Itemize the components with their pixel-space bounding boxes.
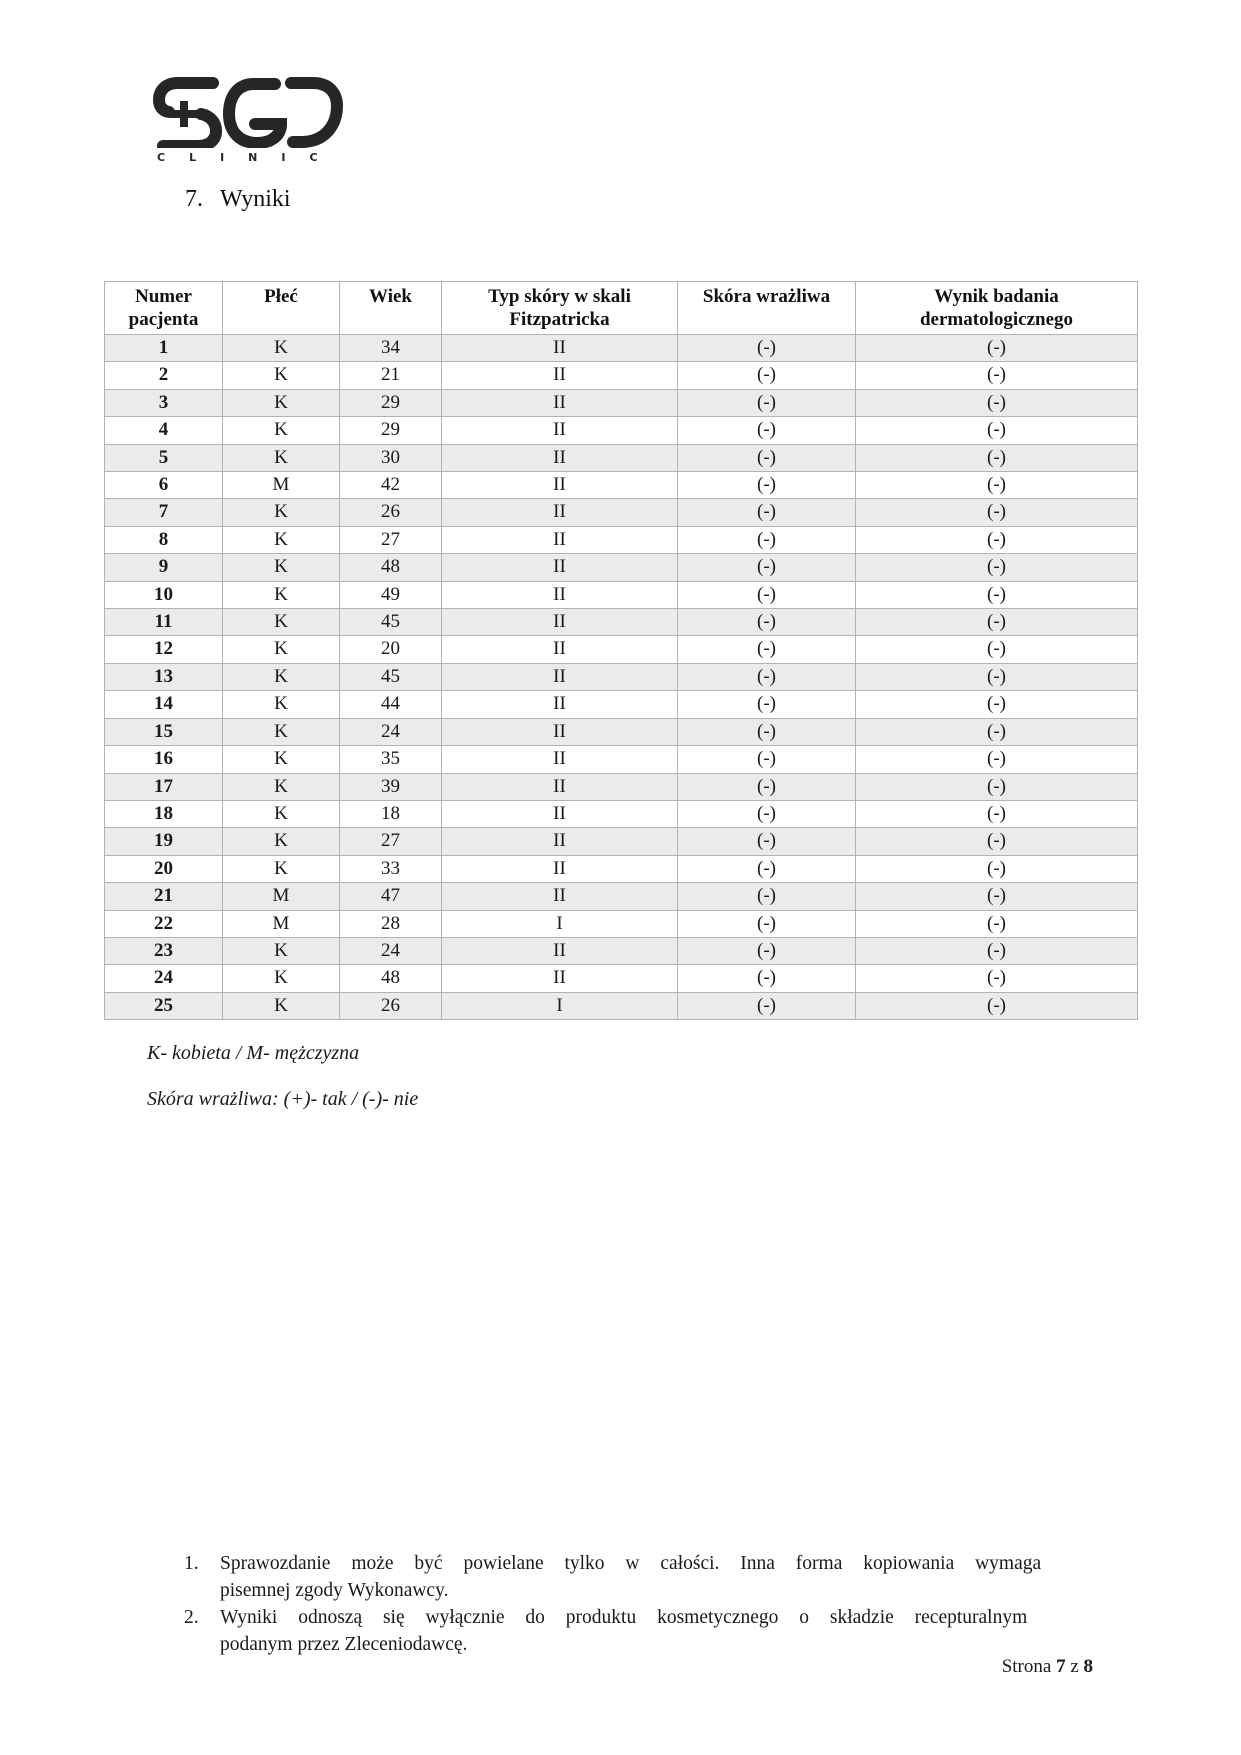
table-cell: (-) <box>678 746 856 773</box>
table-cell: II <box>442 746 678 773</box>
table-cell: (-) <box>856 965 1138 992</box>
table-cell: II <box>442 389 678 416</box>
table-cell: II <box>442 417 678 444</box>
table-cell: K <box>223 773 340 800</box>
table-cell: K <box>223 526 340 553</box>
table-cell: (-) <box>856 636 1138 663</box>
table-cell: II <box>442 472 678 499</box>
table-cell: K <box>223 362 340 389</box>
table-cell: II <box>442 965 678 992</box>
legend-sensitive-skin: Skóra wrażliwa: (+)- tak / (-)- nie <box>147 1088 419 1110</box>
table-cell: K <box>223 965 340 992</box>
table-row <box>105 444 1138 471</box>
table-cell: 45 <box>340 663 442 690</box>
page-footer <box>0 1656 1093 1678</box>
table-cell: 47 <box>340 883 442 910</box>
table-cell: M <box>223 910 340 937</box>
table-cell: 10 <box>105 581 223 608</box>
table-cell: (-) <box>678 581 856 608</box>
table-cell: 4 <box>105 417 223 444</box>
table-cell: (-) <box>856 937 1138 964</box>
table-cell: 12 <box>105 636 223 663</box>
table-cell: K <box>223 828 340 855</box>
table-cell: (-) <box>856 472 1138 499</box>
table-row <box>105 335 1138 362</box>
table-cell: II <box>442 855 678 882</box>
table-cell: (-) <box>856 828 1138 855</box>
table-row <box>105 499 1138 526</box>
column-header-3: Wiek <box>340 282 442 335</box>
table-cell: 20 <box>340 636 442 663</box>
table-cell: 26 <box>340 499 442 526</box>
table-cell: (-) <box>856 526 1138 553</box>
list-item-line: pisemnej zgody Wykonawcy. <box>220 1580 449 1601</box>
table-row <box>105 746 1138 773</box>
table-cell: (-) <box>678 663 856 690</box>
table-cell: (-) <box>856 581 1138 608</box>
table-cell: 34 <box>340 335 442 362</box>
medical-plus-icon <box>171 101 197 127</box>
table-cell: (-) <box>678 910 856 937</box>
results-table <box>104 281 1138 1020</box>
list-item-marker: 2. <box>184 1607 199 1628</box>
table-cell: (-) <box>856 718 1138 745</box>
column-header-4: Typ skóry w skali Fitzpatricka <box>442 282 678 335</box>
table-cell: 39 <box>340 773 442 800</box>
table-header-row <box>105 282 1138 335</box>
table-cell: M <box>223 472 340 499</box>
table-cell: 26 <box>340 992 442 1019</box>
table-cell: (-) <box>678 691 856 718</box>
table-cell: 25 <box>105 992 223 1019</box>
table-row <box>105 663 1138 690</box>
table-cell: K <box>223 636 340 663</box>
table-row <box>105 773 1138 800</box>
table-row <box>105 417 1138 444</box>
section-heading <box>185 186 291 213</box>
table-cell: K <box>223 746 340 773</box>
table-cell: (-) <box>678 800 856 827</box>
table-cell: II <box>442 499 678 526</box>
list-item <box>184 1550 1104 1604</box>
table-row <box>105 362 1138 389</box>
table-cell: K <box>223 718 340 745</box>
table-cell: II <box>442 526 678 553</box>
footer-page-number: 7 <box>1056 1656 1066 1677</box>
logo-tagline: CLINIC <box>157 151 342 164</box>
table-cell: 14 <box>105 691 223 718</box>
table-cell: K <box>223 554 340 581</box>
table-cell: 11 <box>105 609 223 636</box>
table-row <box>105 472 1138 499</box>
table-cell: (-) <box>856 554 1138 581</box>
footer-total-pages: 8 <box>1083 1656 1093 1677</box>
table-cell: 8 <box>105 526 223 553</box>
table-row <box>105 609 1138 636</box>
table-cell: K <box>223 992 340 1019</box>
table-cell: 1 <box>105 335 223 362</box>
table-cell: (-) <box>678 937 856 964</box>
table-cell: II <box>442 362 678 389</box>
table-body <box>105 335 1138 1020</box>
table-cell: II <box>442 609 678 636</box>
table-cell: II <box>442 636 678 663</box>
table-cell: 33 <box>340 855 442 882</box>
table-cell: K <box>223 335 340 362</box>
table-cell: K <box>223 663 340 690</box>
table-cell: (-) <box>678 773 856 800</box>
table-cell: 7 <box>105 499 223 526</box>
table-cell: (-) <box>678 444 856 471</box>
table-cell: (-) <box>678 636 856 663</box>
table-header <box>105 282 1138 335</box>
table-cell: 27 <box>340 526 442 553</box>
table-cell: K <box>223 389 340 416</box>
list-item-line: Wyniki odnoszą się wyłącznie do produktu kosmetycznego o składzie recepturalnym <box>220 1607 1028 1628</box>
table-cell: II <box>442 773 678 800</box>
table-cell: 29 <box>340 417 442 444</box>
table-cell: I <box>442 910 678 937</box>
table-cell: 2 <box>105 362 223 389</box>
table-cell: (-) <box>678 362 856 389</box>
table-cell: II <box>442 828 678 855</box>
table-cell: (-) <box>678 609 856 636</box>
table-cell: II <box>442 937 678 964</box>
table-cell: (-) <box>856 499 1138 526</box>
table-cell: 45 <box>340 609 442 636</box>
table-row <box>105 828 1138 855</box>
table-cell: (-) <box>856 746 1138 773</box>
table-row <box>105 554 1138 581</box>
table-cell: (-) <box>856 883 1138 910</box>
table-cell: 3 <box>105 389 223 416</box>
table-cell: 44 <box>340 691 442 718</box>
table-cell: 19 <box>105 828 223 855</box>
table-cell: 28 <box>340 910 442 937</box>
table-row <box>105 581 1138 608</box>
table-cell: II <box>442 554 678 581</box>
table-cell: II <box>442 691 678 718</box>
table-cell: (-) <box>678 499 856 526</box>
list-item-line: Sprawozdanie może być powielane tylko w całości. Inna forma kopiowania wymaga <box>220 1553 1042 1574</box>
table-cell: 18 <box>340 800 442 827</box>
table-cell: 18 <box>105 800 223 827</box>
table-cell: 21 <box>105 883 223 910</box>
table-cell: (-) <box>856 800 1138 827</box>
table-cell: 16 <box>105 746 223 773</box>
table-cell: (-) <box>678 335 856 362</box>
footer-label: Strona <box>1001 1656 1052 1677</box>
table-row <box>105 636 1138 663</box>
table-cell: 15 <box>105 718 223 745</box>
table-cell: II <box>442 883 678 910</box>
legend-gender: K- kobieta / M- mężczyzna <box>147 1042 360 1064</box>
disclaimer-list <box>184 1550 1104 1658</box>
table-cell: 24 <box>340 718 442 745</box>
table-cell: (-) <box>856 389 1138 416</box>
table-cell: K <box>223 499 340 526</box>
table-cell: (-) <box>678 389 856 416</box>
sgd-clinic-logo <box>152 76 344 164</box>
table-cell: (-) <box>678 554 856 581</box>
table-cell: (-) <box>856 773 1138 800</box>
table-cell: (-) <box>856 663 1138 690</box>
table-cell: II <box>442 663 678 690</box>
table-cell: M <box>223 883 340 910</box>
table-cell: (-) <box>678 472 856 499</box>
column-header-2: Płeć <box>223 282 340 335</box>
table-cell: (-) <box>856 855 1138 882</box>
column-header-5: Skóra wrażliwa <box>678 282 856 335</box>
table-cell: K <box>223 417 340 444</box>
table-row <box>105 910 1138 937</box>
table-cell: K <box>223 691 340 718</box>
table-cell: 30 <box>340 444 442 471</box>
table-cell: (-) <box>678 855 856 882</box>
table-cell: (-) <box>856 992 1138 1019</box>
table-cell: II <box>442 581 678 608</box>
list-item-marker: 1. <box>184 1553 199 1574</box>
table-cell: K <box>223 855 340 882</box>
table-cell: K <box>223 609 340 636</box>
table-cell: (-) <box>678 417 856 444</box>
table-cell: 35 <box>340 746 442 773</box>
table-cell: K <box>223 937 340 964</box>
table-cell: 23 <box>105 937 223 964</box>
section-title: Wyniki <box>220 186 291 212</box>
footer-separator: z <box>1070 1656 1079 1677</box>
table-row <box>105 718 1138 745</box>
table-cell: K <box>223 800 340 827</box>
table-cell: (-) <box>678 992 856 1019</box>
table-row <box>105 855 1138 882</box>
sgd-logo-mark <box>152 76 344 148</box>
table-cell: (-) <box>856 910 1138 937</box>
table-cell: 5 <box>105 444 223 471</box>
table-row <box>105 965 1138 992</box>
table-row <box>105 937 1138 964</box>
table-cell: II <box>442 335 678 362</box>
column-header-1: Numer pacjenta <box>105 282 223 335</box>
table-cell: 42 <box>340 472 442 499</box>
table-cell: 29 <box>340 389 442 416</box>
table-cell: K <box>223 581 340 608</box>
table-cell: (-) <box>678 883 856 910</box>
table-cell: 24 <box>105 965 223 992</box>
table-cell: 24 <box>340 937 442 964</box>
table-cell: (-) <box>856 417 1138 444</box>
table-cell: (-) <box>856 362 1138 389</box>
table-cell: 9 <box>105 554 223 581</box>
table-row <box>105 526 1138 553</box>
table-cell: (-) <box>678 828 856 855</box>
table-row <box>105 800 1138 827</box>
table-cell: (-) <box>856 444 1138 471</box>
table-cell: (-) <box>678 718 856 745</box>
table-row <box>105 992 1138 1019</box>
table-cell: II <box>442 800 678 827</box>
table-row <box>105 691 1138 718</box>
table-cell: 21 <box>340 362 442 389</box>
table-cell: 6 <box>105 472 223 499</box>
section-number: 7. <box>185 186 203 212</box>
table-cell: K <box>223 444 340 471</box>
column-header-6: Wynik badania dermatologicznego <box>856 282 1138 335</box>
list-item <box>184 1604 1104 1658</box>
table-cell: 22 <box>105 910 223 937</box>
table-cell: 27 <box>340 828 442 855</box>
table-cell: (-) <box>856 335 1138 362</box>
table-cell: (-) <box>856 609 1138 636</box>
table-row <box>105 389 1138 416</box>
table-cell: II <box>442 444 678 471</box>
table-cell: (-) <box>678 965 856 992</box>
table-cell: 17 <box>105 773 223 800</box>
table-row <box>105 883 1138 910</box>
table-cell: 49 <box>340 581 442 608</box>
table-cell: 20 <box>105 855 223 882</box>
table-cell: (-) <box>678 526 856 553</box>
table-cell: II <box>442 718 678 745</box>
table-cell: 48 <box>340 554 442 581</box>
table-cell: 13 <box>105 663 223 690</box>
table-cell: I <box>442 992 678 1019</box>
list-item-line: podanym przez Zleceniodawcę. <box>220 1634 468 1655</box>
table-cell: 48 <box>340 965 442 992</box>
table-cell: (-) <box>856 691 1138 718</box>
